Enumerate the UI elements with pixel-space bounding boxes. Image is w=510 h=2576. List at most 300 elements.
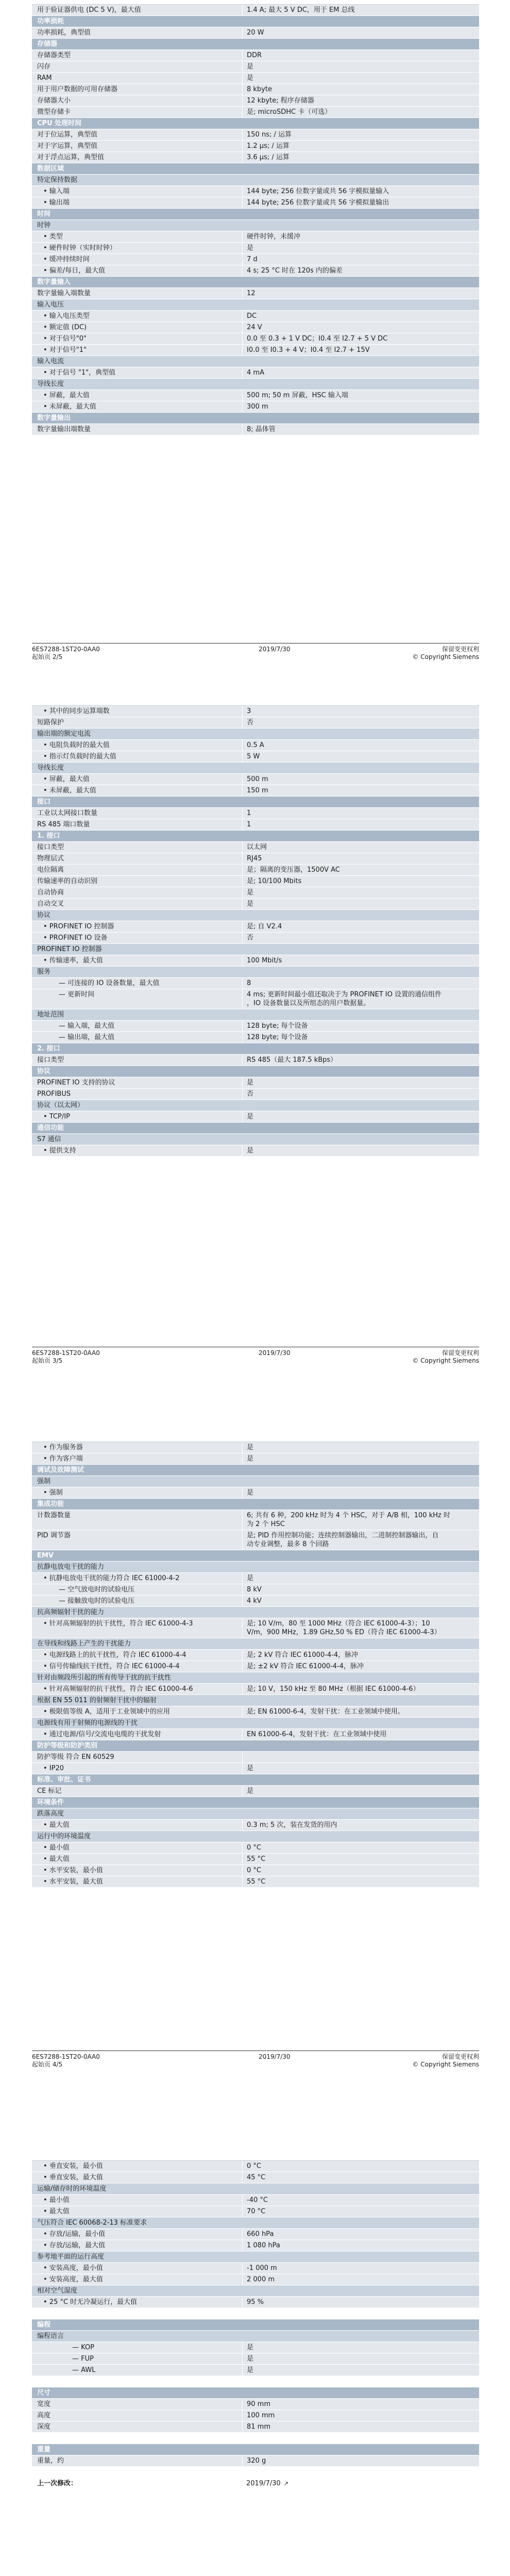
spec-row bbox=[32, 2240, 479, 2251]
spec-value bbox=[242, 2297, 479, 2308]
spec-row bbox=[32, 1763, 479, 1774]
spec-value-text: 4 s; 25 °C 时在 120s 内的偏差 bbox=[247, 267, 343, 275]
spec-value bbox=[242, 175, 479, 185]
spec-value bbox=[242, 2274, 479, 2285]
spec-value bbox=[242, 390, 479, 401]
spec-value-text: 是 bbox=[247, 1147, 254, 1155]
spec-value-text: -1 000 m bbox=[247, 2264, 277, 2272]
footer-date: 2019/7/30 bbox=[259, 646, 291, 653]
spec-value-text: 90 mm bbox=[247, 2400, 271, 2408]
page-number: 起始页 3/5 bbox=[32, 1357, 63, 1364]
spec-label: 地址范围 bbox=[37, 1011, 64, 1019]
spec-value bbox=[242, 84, 479, 95]
spec-value bbox=[242, 277, 479, 287]
spec-row bbox=[32, 876, 479, 887]
spec-label: 运输/储存时的环境温度 bbox=[37, 2185, 107, 2193]
footer-right bbox=[412, 646, 479, 661]
spec-label: 导线长度 bbox=[37, 764, 64, 772]
spec-value bbox=[242, 1465, 479, 1476]
spec-label: 计数器数量 bbox=[37, 1512, 71, 1519]
spec-label: 功率损耗，典型值 bbox=[37, 29, 91, 37]
copyright: © Copyright Siemens bbox=[412, 1357, 479, 1364]
spec-value-text: 否 bbox=[247, 1090, 254, 1098]
spec-value bbox=[242, 107, 479, 117]
spec-value bbox=[242, 1077, 479, 1088]
spec-label: • 通过电源/信号/交流电电缆的干扰发射 bbox=[43, 1731, 161, 1738]
spec-value bbox=[242, 322, 479, 333]
spec-label: 对于浮点运算，典型值 bbox=[37, 154, 105, 161]
spec-value-text: 12 kbyte; 程序存储器 bbox=[247, 97, 314, 105]
spec-value-text: 8 kbyte bbox=[247, 86, 272, 93]
spec-row bbox=[32, 1111, 479, 1123]
footer-left bbox=[32, 2053, 100, 2069]
spec-row bbox=[32, 785, 479, 796]
spec-value bbox=[242, 1021, 479, 1031]
spec-value-text: 是; 10 V/m，80 至 1000 MHz（符合 IEC 61000-4-3）；10 V/m，900 MHz，1.89 GHz,50 % ED（符合 IEC 61000-4-3） bbox=[247, 1620, 441, 1636]
spec-value-text: 是 bbox=[247, 2366, 254, 2374]
spec-value bbox=[242, 1530, 479, 1550]
spec-row bbox=[32, 717, 479, 728]
spec-value-text: RJ45 bbox=[247, 855, 262, 862]
spec-value bbox=[242, 1706, 479, 1717]
spec-value-text: 100 Mbit/s bbox=[247, 957, 282, 964]
spec-value bbox=[242, 2195, 479, 2206]
spec-value bbox=[242, 1865, 479, 1876]
spec-value-text: 1 080 hPa bbox=[247, 2242, 280, 2249]
spec-label: • 偏差/每日，最大值 bbox=[43, 267, 106, 275]
section-header bbox=[32, 39, 479, 50]
spec-label: 输入电流 bbox=[37, 358, 64, 365]
spec-value-text: 是; 2 kV 符合 IEC 61000-4-4，脉冲 bbox=[247, 1651, 359, 1659]
spec-label: — AWL bbox=[72, 2366, 96, 2374]
spacer-row bbox=[32, 2433, 479, 2444]
subsection-header bbox=[32, 356, 479, 367]
spec-row bbox=[32, 1684, 479, 1695]
spec-row bbox=[32, 1786, 479, 1797]
spec-label: • PROFINET IO 设备 bbox=[43, 934, 108, 942]
spec-row bbox=[32, 1661, 479, 1672]
spec-value bbox=[242, 288, 479, 299]
spec-value bbox=[242, 2331, 479, 2342]
spec-label: — 输入端，最大值 bbox=[59, 1022, 115, 1030]
spec-value bbox=[242, 2240, 479, 2251]
spec-value bbox=[242, 2229, 479, 2240]
spec-label: • 作为服务器 bbox=[43, 1444, 83, 1451]
subsection-header bbox=[32, 728, 479, 740]
spec-row bbox=[32, 2365, 479, 2376]
spec-label: 上一次修改： bbox=[37, 2480, 78, 2487]
subsection-header bbox=[32, 1638, 479, 1650]
spec-row bbox=[32, 197, 479, 209]
spec-label: 高度 bbox=[37, 2412, 51, 2419]
spec-label: 用于验证器供电 (DC 5 V)，最大值 bbox=[37, 6, 141, 14]
spec-label bbox=[32, 2376, 242, 2387]
spec-value bbox=[242, 1638, 479, 1649]
spec-value bbox=[242, 2444, 479, 2455]
spec-value-text: 否 bbox=[247, 719, 254, 726]
spec-value bbox=[242, 118, 479, 129]
spec-value bbox=[242, 1089, 479, 1099]
subsection-header bbox=[32, 2183, 479, 2195]
spec-value bbox=[242, 865, 479, 875]
spec-value bbox=[242, 1752, 479, 1762]
spec-value-text: 4 ms; 更新时间最小值还取决于为 PROFINET IO 设置的通信组件 ，IO 设备数量以及所组态的用户数据量。 bbox=[247, 991, 442, 1007]
spec-value bbox=[242, 356, 479, 367]
spec-table bbox=[32, 2160, 479, 2489]
spec-value-text: 0 °C bbox=[247, 1844, 261, 1852]
footer-date: 2019/7/30 bbox=[259, 1349, 291, 1357]
spec-value-text: 是 bbox=[247, 900, 254, 908]
spec-value-text: 4 mA bbox=[247, 369, 264, 377]
spec-value-text: 1.4 A; 最大 5 V DC，用于 EM 总线 bbox=[247, 6, 355, 14]
subsection-header bbox=[32, 379, 479, 390]
spec-label: 标准、审批、证书 bbox=[37, 1776, 91, 1784]
spec-label: • 最大值 bbox=[43, 1821, 70, 1829]
spec-row bbox=[32, 1510, 479, 1530]
spec-value-text: 是 bbox=[247, 2344, 254, 2351]
spec-value bbox=[242, 842, 479, 853]
spec-value-text: 1 bbox=[247, 809, 251, 817]
spec-label: 存储器大小 bbox=[37, 97, 71, 105]
section-header bbox=[32, 118, 479, 129]
spec-value-text: 20 W bbox=[247, 29, 264, 37]
spec-value-text: 150 ns; / 运算 bbox=[247, 131, 292, 139]
spec-row bbox=[32, 333, 479, 345]
spec-value-text: 24 V bbox=[247, 324, 262, 331]
section-header bbox=[32, 277, 479, 288]
spec-label: PROFINET IO 支持的协议 bbox=[37, 1079, 115, 1087]
spec-label: 时间 bbox=[37, 210, 51, 218]
spec-label: • 存放/运输，最小值 bbox=[43, 2230, 106, 2238]
spec-value bbox=[242, 2161, 479, 2172]
spec-value bbox=[242, 95, 479, 106]
spec-value bbox=[242, 265, 479, 276]
spec-value-text: 2 000 m bbox=[247, 2276, 275, 2283]
spec-value bbox=[242, 1510, 479, 1530]
spec-label: • 屏蔽，最大值 bbox=[43, 775, 90, 783]
spec-value bbox=[242, 61, 479, 72]
spec-value bbox=[242, 197, 479, 208]
external-link-icon[interactable]: ↗ bbox=[283, 2480, 288, 2487]
footer-left bbox=[32, 1349, 100, 1365]
spec-row bbox=[32, 2410, 479, 2421]
spec-value-text: 320 g bbox=[247, 2457, 266, 2465]
spec-label: 数据区域 bbox=[37, 165, 64, 173]
spec-row bbox=[32, 1530, 479, 1550]
spec-label: 协议（以太网） bbox=[37, 1101, 84, 1109]
spec-label bbox=[32, 2308, 242, 2319]
spec-label: • 抗静电放电干扰的能力符合 IEC 61000-4-2 bbox=[43, 1574, 180, 1582]
spacer-row bbox=[32, 2376, 479, 2387]
spec-value bbox=[242, 424, 479, 435]
spec-value bbox=[242, 831, 479, 841]
spec-value bbox=[242, 141, 479, 151]
section-header bbox=[32, 1550, 479, 1562]
spec-value-text: 0.3 m; 5 次，装在发货的用内 bbox=[247, 1821, 337, 1829]
spec-label: 抗静电放电干扰的能力 bbox=[37, 1563, 105, 1571]
spec-label: • 额定值 (DC) bbox=[43, 324, 87, 331]
document-page-4 bbox=[0, 1411, 510, 2116]
spec-label: 集成功能 bbox=[37, 1500, 64, 1508]
section-header bbox=[32, 796, 479, 808]
spec-label: 接口类型 bbox=[37, 1056, 64, 1064]
document-page-5 bbox=[0, 2116, 510, 2576]
spec-value bbox=[242, 1453, 479, 1464]
spec-label: 数字量输出端数量 bbox=[37, 426, 91, 433]
spec-value-text: 128 byte; 每个设备 bbox=[247, 1033, 308, 1041]
spec-row bbox=[32, 73, 479, 84]
spec-label: 时钟 bbox=[37, 222, 51, 229]
spec-row bbox=[32, 1089, 479, 1100]
spec-label: 微型存储卡 bbox=[37, 108, 71, 116]
spec-label: 防护等级和防护类别 bbox=[37, 1742, 98, 1750]
spec-value bbox=[242, 2399, 479, 2410]
section-header bbox=[32, 831, 479, 842]
spec-row bbox=[32, 955, 479, 967]
spec-label: • 水平安装，最小值 bbox=[43, 1867, 103, 1874]
spec-label: 气压符合 IEC 60068-2-13 标准要求 bbox=[37, 2219, 147, 2227]
spec-value-text: 55 °C bbox=[247, 1855, 266, 1863]
spec-value bbox=[242, 887, 479, 898]
subsection-header bbox=[32, 2331, 479, 2342]
spec-label: PROFIBUS bbox=[37, 1090, 71, 1098]
spec-value-text: 300 m bbox=[247, 403, 268, 411]
section-header bbox=[32, 1043, 479, 1055]
spec-value bbox=[242, 152, 479, 163]
section-header bbox=[32, 1123, 479, 1134]
spec-label: • 输入端 bbox=[43, 188, 70, 195]
spec-value-text: 是 bbox=[247, 1489, 254, 1497]
spec-value bbox=[242, 243, 479, 253]
spec-label: 短路保护 bbox=[37, 719, 64, 726]
spec-value-text: 150 m bbox=[247, 787, 268, 794]
spec-label: 重量，约 bbox=[37, 2457, 64, 2465]
section-header bbox=[32, 1499, 479, 1510]
subsection-header bbox=[32, 1009, 479, 1021]
spec-label: 防护等级 符合 EN 60529 bbox=[37, 1753, 114, 1761]
spec-row bbox=[32, 774, 479, 785]
subsection-header bbox=[32, 1672, 479, 1684]
subsection-header bbox=[32, 175, 479, 186]
subsection-header bbox=[32, 2285, 479, 2297]
spec-value bbox=[242, 231, 479, 242]
spec-value-text: 45 °C bbox=[247, 2174, 266, 2181]
spec-label: 闪存 bbox=[37, 63, 51, 71]
spec-value-text: 是; PID 作用控制功能；连续控制器输出，二进制控制器输出，自 动专业调整，最多 8 个回路 bbox=[247, 1532, 439, 1548]
spec-value-text: 95 % bbox=[247, 2298, 264, 2306]
spec-row bbox=[32, 152, 479, 163]
spec-value-text: 是 bbox=[247, 244, 254, 252]
spec-label: • 类型 bbox=[43, 233, 63, 241]
spec-row bbox=[32, 2172, 479, 2183]
spec-row bbox=[32, 61, 479, 73]
subsection-header bbox=[32, 762, 479, 774]
spec-label: RS 485 端口数量 bbox=[37, 821, 90, 828]
spec-value bbox=[242, 2353, 479, 2364]
section-header bbox=[32, 1774, 479, 1786]
spec-label: — FUP bbox=[72, 2355, 94, 2363]
last-modified-row bbox=[32, 2478, 479, 2489]
spec-value bbox=[242, 796, 479, 807]
spec-value-text: 0.0 至 0.3 + 1 V DC；I0.4 至 I2.7 + 5 V DC bbox=[247, 335, 388, 343]
spec-label: 重量 bbox=[37, 2446, 51, 2453]
spec-label: 协议 bbox=[37, 1067, 51, 1075]
spec-value bbox=[242, 1763, 479, 1774]
subsection-header bbox=[32, 299, 479, 311]
spec-label: 用于用户数据的可用存储器 bbox=[37, 86, 118, 93]
spec-label: 调试及故障测试 bbox=[37, 1466, 84, 1474]
spec-row bbox=[32, 5, 479, 16]
spec-value bbox=[242, 1134, 479, 1145]
spec-label: 环境条件 bbox=[37, 1799, 64, 1806]
spec-value bbox=[242, 2467, 479, 2478]
spec-label bbox=[32, 2433, 242, 2444]
spec-value-text: 660 hPa bbox=[247, 2230, 274, 2238]
spec-value bbox=[242, 808, 479, 819]
subsection-header bbox=[32, 220, 479, 231]
spec-row bbox=[32, 706, 479, 717]
spec-value-text: 是 bbox=[247, 74, 254, 82]
spec-value bbox=[242, 220, 479, 231]
spec-value bbox=[242, 401, 479, 412]
spec-label: CPU 处理时间 bbox=[37, 120, 82, 127]
spec-label: 跌落高度 bbox=[37, 1810, 64, 1818]
spec-value bbox=[242, 819, 479, 830]
spec-label: 编程语言 bbox=[37, 2332, 64, 2340]
spec-value-text: 8 kV bbox=[247, 1586, 262, 1594]
spec-row bbox=[32, 853, 479, 865]
spec-value bbox=[242, 967, 479, 977]
spec-value bbox=[242, 2319, 479, 2330]
spec-value bbox=[242, 1145, 479, 1156]
spec-row bbox=[32, 978, 479, 989]
spec-value bbox=[242, 2455, 479, 2466]
spec-row bbox=[32, 1876, 479, 1888]
subsection-header bbox=[32, 2217, 479, 2229]
spec-value bbox=[242, 1066, 479, 1077]
section-header bbox=[32, 16, 479, 27]
spec-value bbox=[242, 728, 479, 739]
spec-value-text: 0 °C bbox=[247, 2162, 261, 2170]
spec-label: • 其中的同步运算端数 bbox=[43, 707, 110, 715]
spec-row bbox=[32, 865, 479, 876]
spec-value-text: 3 bbox=[247, 707, 251, 715]
spec-value bbox=[242, 1100, 479, 1111]
spec-value bbox=[242, 1562, 479, 1572]
spec-value-text: 是 bbox=[247, 2355, 254, 2363]
spec-row bbox=[32, 740, 479, 751]
spec-value bbox=[242, 299, 479, 310]
spec-row bbox=[32, 2421, 479, 2433]
spec-label: • 存放/运输，最大值 bbox=[43, 2242, 106, 2249]
spec-value bbox=[242, 978, 479, 989]
article-number: 6ES7288-1ST20-0AA0 bbox=[32, 2053, 100, 2060]
spec-label: 对于位运算，典型值 bbox=[37, 131, 98, 139]
spec-value-text: 是; 自 V2.4 bbox=[247, 923, 282, 930]
spec-row bbox=[32, 390, 479, 401]
subsection-header bbox=[32, 1476, 479, 1487]
spec-label: 存储器类型 bbox=[37, 52, 71, 59]
spec-label: 宽度 bbox=[37, 2400, 51, 2408]
spec-row bbox=[32, 1706, 479, 1718]
section-header bbox=[32, 2444, 479, 2455]
spec-label: • 未屏蔽，最大值 bbox=[43, 403, 96, 411]
spec-label: • 安装高度，最小值 bbox=[43, 2264, 103, 2272]
spec-row bbox=[32, 2342, 479, 2353]
spec-label: • TCP/IP bbox=[43, 1113, 70, 1121]
spec-value bbox=[242, 1876, 479, 1887]
spec-value bbox=[242, 933, 479, 943]
spec-row bbox=[32, 2274, 479, 2285]
spec-value bbox=[242, 1718, 479, 1728]
spec-label: PID 调节器 bbox=[37, 1532, 71, 1539]
spec-label: • 硬件时钟（实时时钟） bbox=[43, 244, 116, 252]
spec-value bbox=[242, 2342, 479, 2353]
spec-row bbox=[32, 2206, 479, 2217]
spec-label: • 信号传输线抗干扰性，符合 IEC 61000-4-4 bbox=[43, 1663, 180, 1670]
spec-value bbox=[242, 1854, 479, 1865]
spec-row bbox=[32, 1584, 479, 1596]
spec-row bbox=[32, 50, 479, 61]
spec-value bbox=[242, 1684, 479, 1694]
spec-label: 服务 bbox=[37, 968, 51, 976]
spec-label: • 最大值 bbox=[43, 2208, 70, 2215]
spec-value bbox=[242, 413, 479, 423]
spec-value bbox=[242, 50, 479, 61]
page-footer bbox=[32, 2050, 479, 2068]
spec-value bbox=[242, 1808, 479, 1819]
spec-value bbox=[242, 989, 479, 1009]
spec-value bbox=[242, 2217, 479, 2228]
spec-label: 输出端的额定电流 bbox=[37, 730, 91, 738]
spec-value bbox=[242, 1111, 479, 1122]
spec-value bbox=[242, 2478, 479, 2489]
spec-label: 尺寸 bbox=[37, 2389, 51, 2397]
spec-label: 数字量输出 bbox=[37, 414, 71, 422]
spec-row bbox=[32, 27, 479, 39]
spec-label: • 电阻负载时的最大值 bbox=[43, 741, 110, 749]
spec-value-text: 1 bbox=[247, 821, 251, 828]
spec-table bbox=[32, 4, 479, 435]
spec-value bbox=[242, 2387, 479, 2398]
spec-label: — KOP bbox=[72, 2344, 95, 2351]
spec-value-text: 是 bbox=[247, 1113, 254, 1121]
spec-value-text: 81 mm bbox=[247, 2423, 271, 2431]
spec-label: • 针对高频辐射的抗干扰性，符合 IEC 61000-4-3 bbox=[43, 1620, 193, 1628]
spec-row bbox=[32, 1487, 479, 1499]
section-header bbox=[32, 163, 479, 175]
subsection-header bbox=[32, 2251, 479, 2263]
spec-row bbox=[32, 1453, 479, 1465]
spec-label: PROFINET IO 控制器 bbox=[37, 945, 102, 953]
spec-row bbox=[32, 899, 479, 910]
spec-label: 相对空气湿度 bbox=[37, 2287, 78, 2295]
spec-value bbox=[242, 345, 479, 355]
spec-label: 抗高频辐射干扰的能力 bbox=[37, 1608, 105, 1616]
spec-row bbox=[32, 345, 479, 356]
spec-row bbox=[32, 1021, 479, 1032]
spec-row bbox=[32, 819, 479, 831]
spec-value bbox=[242, 186, 479, 197]
spec-label: — 更新时间 bbox=[59, 991, 95, 998]
spec-row bbox=[32, 1145, 479, 1157]
copyright: © Copyright Siemens bbox=[412, 653, 479, 660]
spec-label: CE 标记 bbox=[37, 1787, 62, 1795]
spec-label: — 接触放电时的试验电压 bbox=[59, 1597, 135, 1605]
article-number: 6ES7288-1ST20-0AA0 bbox=[32, 646, 100, 653]
spec-label: 针对由频段所引起的所有传导干扰的抗干扰性 bbox=[37, 1674, 172, 1682]
spec-row bbox=[32, 1077, 479, 1089]
